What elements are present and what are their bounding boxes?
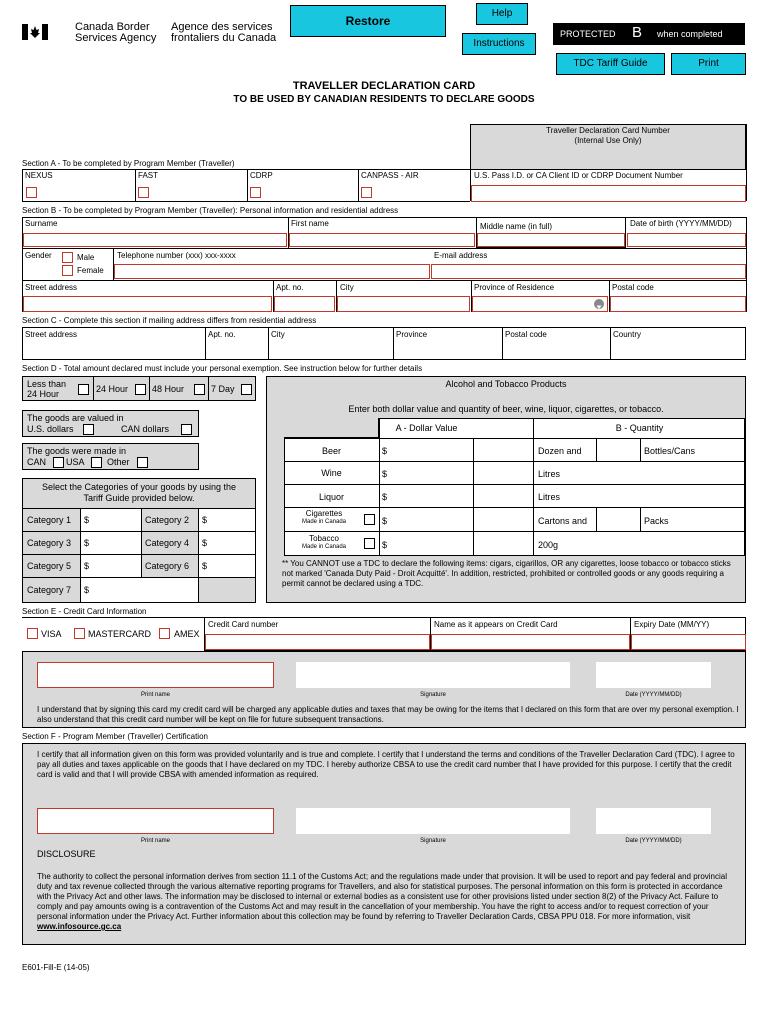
expiry-input[interactable] (631, 634, 746, 650)
infosource-link[interactable]: www.infosource.gc.ca (37, 922, 122, 931)
category-4-label: Category 4 (145, 538, 190, 548)
fast-checkbox[interactable] (138, 187, 149, 198)
cc-date-input[interactable] (596, 662, 711, 688)
female-checkbox[interactable] (62, 265, 73, 276)
origin-box (22, 443, 199, 470)
nexus-label: NEXUS (25, 171, 53, 180)
category-1-dollar: $ (84, 515, 90, 525)
form-id: E601-Fill-E (14-05) (22, 963, 90, 972)
tobacco-made-in-canada: Made in Canada (301, 544, 347, 550)
category-2-label: Category 2 (145, 515, 190, 525)
cc-print-name-input[interactable] (37, 662, 274, 688)
card-number-box (470, 124, 746, 170)
mastercard-checkbox[interactable] (74, 628, 85, 639)
middle-name-label: Middle name (in full) (480, 222, 553, 231)
made-in-label: The goods were made in (27, 446, 127, 456)
mail-apt-label: Apt. no. (208, 330, 236, 339)
tdc-restrictions-note: ** You CANNOT use a TDC to declare the following items: cigars, cigarillos, OR any cigarettes, loose tobacco or tobacco sticks not marked 'Canada Duty Paid - Droit Acquitté'. In addition, restricted, prohibited or controlled goods or any goods requiring a permit cannot be declared using a TDC. (282, 559, 731, 588)
cigarettes-checkbox[interactable] (364, 514, 375, 525)
category-6-dollar: $ (202, 561, 208, 571)
disclosure-heading: DISCLOSURE (37, 849, 96, 859)
street-input[interactable] (23, 296, 272, 312)
first-name-label: First name (291, 219, 329, 228)
cigarettes-dollar[interactable]: $ (382, 516, 388, 526)
category-2-value[interactable] (199, 509, 255, 531)
category-3-label: Category 3 (27, 538, 72, 548)
cc-signature-field[interactable] (296, 662, 570, 688)
surname-label: Surname (25, 219, 58, 228)
cc-date-label: Date (YYYY/MM/DD) (625, 692, 682, 698)
liquor-litres-label: Litres (538, 492, 561, 502)
expiry-label: Expiry Date (MM/YY) (634, 620, 710, 629)
tobacco-checkbox[interactable] (364, 538, 375, 549)
agency-name-en-2: Services Agency (75, 32, 157, 44)
cert-print-name-label: Print name (140, 838, 170, 844)
protected-badge (553, 23, 745, 45)
24-hour-label: 24 Hour (96, 384, 129, 394)
protected-level: B (632, 24, 643, 41)
postal-input[interactable] (610, 296, 746, 312)
wine-dollar[interactable]: $ (382, 469, 388, 479)
mastercard-label: MASTERCARD (88, 629, 152, 639)
us-dollars-checkbox[interactable] (83, 424, 94, 435)
agency-name-en-1: Canada Border (75, 21, 150, 33)
section-a-heading: Section A - To be completed by Program Member (Traveller) (22, 159, 235, 168)
cigarettes-packs-label: Packs (644, 516, 669, 526)
restore-button[interactable]: Restore (290, 5, 446, 37)
province-select[interactable] (472, 296, 608, 312)
card-number-input[interactable] (205, 634, 430, 650)
document-number-input[interactable] (471, 185, 746, 202)
wine-label: Wine (321, 468, 342, 478)
mail-postal-label: Postal code (505, 330, 547, 339)
category-3-dollar: $ (84, 538, 90, 548)
category-7-dollar: $ (84, 585, 90, 595)
chevron-down-icon[interactable] (594, 299, 604, 309)
section-c-heading: Section C - Complete this section if mailing address differs from residential address (22, 316, 317, 325)
postal-label: Postal code (612, 283, 654, 292)
first-name-input[interactable] (289, 233, 475, 247)
48-hour-label: 48 Hour (152, 384, 185, 394)
tobacco-dollar[interactable]: $ (382, 540, 388, 550)
can-dollars-label: CAN dollars (121, 424, 170, 434)
disclosure-body: The authority to collect the personal information derives from section 11.1 of the Customs Act; and the regulations made under that provision. It will be used to report and pay federal and provincial duty and tax revenue collected through the various alternative reporting programs for Travellers, and also for statistical purposes. The personal information on this form is protected in accordance with the Privacy Act and other laws. The information may be disclosed to internal or external bodies as a consistent use for other provisions listed under section 8(2) of the Privacy Act. Failure to comply and pay amounts owing is a contravention of the Customs Act and may result in the cancellation of your membership. You have the right to access and/or to request correction of your personal information under the Privacy Act. Further information about this collection may be found by referring to Traveller Declaration Cards, CBSA PPU 018. For more information, visit (37, 872, 728, 921)
category-4-dollar: $ (202, 538, 208, 548)
surname-input[interactable] (23, 233, 287, 247)
24-hour-checkbox[interactable] (135, 384, 146, 395)
visa-checkbox[interactable] (27, 628, 38, 639)
amex-checkbox[interactable] (159, 628, 170, 639)
middle-name-input[interactable] (477, 233, 625, 247)
form-title: TRAVELLER DECLARATION CARD (292, 80, 476, 92)
email-input[interactable] (431, 264, 746, 279)
wine-litres-label: Litres (538, 469, 561, 479)
certification-text: I certify that all information given on this form was provided voluntarily and is true and complete. I certify that I understand the terms and conditions of the Traveller Declaration Card (TDC). I agree to pay all duties and taxes applicable on the goods that I have declared on my TDC. I hereby authorize CBSA to use the credit card number that I have provided for this purpose. I certify that the credit card is valid and that I will provide CBSA with amended information as required. (37, 750, 735, 779)
help-button[interactable]: Help (476, 3, 528, 25)
cc-print-name-label: Print name (140, 692, 170, 698)
made-can-label: CAN (27, 457, 47, 467)
email-label: E-mail address (434, 251, 488, 260)
category-7-label: Category 7 (27, 585, 72, 595)
cigarettes-cartons-label: Cartons and (538, 516, 588, 526)
disclosure-text (37, 872, 737, 932)
category-2-dollar: $ (202, 515, 208, 525)
female-label: Female (77, 266, 104, 275)
category-1-label: Category 1 (27, 515, 72, 525)
name-on-card-label: Name as it appears on Credit Card (434, 620, 558, 629)
us-dollars-label: U.S. dollars (27, 424, 74, 434)
visa-label: VISA (41, 629, 62, 639)
section-e-heading: Section E - Credit Card Information (22, 607, 147, 616)
less-than-24-checkbox[interactable] (78, 384, 89, 395)
category-6-value[interactable] (199, 555, 255, 577)
nexus-checkbox[interactable] (26, 187, 37, 198)
tobacco-label: Tobacco (309, 534, 339, 543)
beer-dollar[interactable]: $ (382, 446, 388, 456)
category-5-dollar: $ (84, 561, 90, 571)
currency-box (22, 410, 199, 437)
cc-signature-label: Signature (420, 692, 446, 698)
cdrp-label: CDRP (250, 171, 273, 180)
telephone-label: Telephone number (xxx) xxx-xxxx (117, 251, 236, 260)
less-than-label: Less than (27, 379, 67, 389)
category-1-value[interactable] (81, 509, 141, 531)
fast-label: FAST (138, 171, 159, 180)
duration-box (22, 376, 256, 401)
col-quantity: B - Quantity (615, 423, 664, 433)
48-hour-checkbox[interactable] (194, 384, 205, 395)
beer-label: Beer (321, 446, 341, 456)
made-can-checkbox[interactable] (53, 457, 64, 468)
made-usa-checkbox[interactable] (91, 457, 102, 468)
liquor-dollar[interactable]: $ (382, 492, 388, 502)
city-label: City (340, 283, 354, 292)
beer-bottles-label: Bottles/Cans (644, 446, 696, 456)
agency-name-fr-1: Agence des services (171, 21, 273, 33)
cc-charge-statement: I understand that by signing this card my credit card will be charged any applicable duties and taxes that may be owing for the items that I declared on this form that are over my personal exemption. I also understand that this credit card number will be kept on file for future subsequent transactions. (37, 705, 739, 724)
section-f-heading: Section F - Program Member (Traveller) Certification (22, 732, 208, 741)
canada-flag-icon (22, 24, 48, 40)
canpass-air-label: CANPASS - AIR (361, 171, 419, 180)
form-subtitle: TO BE USED BY CANADIAN RESIDENTS TO DECLARE GOODS (233, 94, 535, 105)
cert-date-input[interactable] (596, 808, 711, 834)
cigarettes-made-in-canada: Made in Canada (301, 519, 347, 525)
category-3-value[interactable] (81, 532, 141, 554)
agency-name-fr-2: frontaliers du Canada (171, 32, 277, 44)
section-d-heading: Section D - Total amount declared must include your personal exemption. See instruction below for further details (22, 364, 423, 373)
category-5-value[interactable] (81, 555, 141, 577)
dob-input[interactable] (627, 233, 746, 247)
select-categories-label: Select the Categories of your goods by using the (41, 482, 237, 492)
card-number-label: Credit Card number (208, 620, 279, 629)
section-b-heading: Section B - To be completed by Program Member (Traveller): Personal information and residential address (22, 206, 399, 215)
dob-label: Date of birth (YYYY/MM/DD) (630, 219, 732, 228)
cert-signature-label: Signature (420, 838, 446, 844)
telephone-input[interactable] (114, 264, 430, 279)
amex-label: AMEX (174, 629, 200, 639)
male-label: Male (77, 253, 95, 262)
col-dollar-value: A - Dollar Value (395, 423, 458, 433)
print-button[interactable]: Print (671, 53, 746, 75)
7-day-checkbox[interactable] (241, 384, 252, 395)
select-categories-label-2: Tariff Guide provided below. (83, 493, 195, 503)
beer-dozen-label: Dozen and (538, 446, 582, 456)
street-label: Street address (25, 283, 78, 292)
category-5-label: Category 5 (27, 561, 72, 571)
mail-country-label: Country (613, 330, 642, 339)
made-other-label: Other (107, 457, 130, 467)
alcohol-title: Alcohol and Tobacco Products (445, 379, 567, 389)
alcohol-instructions: Enter both dollar value and quantity of beer, wine, liquor, cigarettes, or tobacco. (348, 404, 664, 414)
category-7-value[interactable] (81, 578, 198, 602)
protected-label: PROTECTED (560, 29, 616, 39)
document-number-label: U.S. Pass I.D. or CA Client ID or CDRP Document Number (474, 171, 683, 180)
instructions-button[interactable]: Instructions (462, 33, 536, 55)
name-on-card-input[interactable] (431, 634, 630, 650)
card-number-sublabel: (Internal Use Only) (574, 136, 642, 145)
tdc-tariff-guide-button[interactable]: TDC Tariff Guide (556, 53, 665, 75)
cert-date-label: Date (YYYY/MM/DD) (625, 838, 682, 844)
province-label: Province of Residence (474, 283, 555, 292)
cdrp-checkbox[interactable] (250, 187, 261, 198)
less-than-label-2: 24 Hour (27, 389, 60, 399)
card-number-label: Traveller Declaration Card Number (546, 126, 670, 135)
cert-signature-field[interactable] (296, 808, 570, 834)
cert-print-name-input[interactable] (37, 808, 274, 834)
cigarettes-label: Cigarettes (305, 509, 343, 518)
canpass-air-checkbox[interactable] (361, 187, 372, 198)
city-input[interactable] (337, 296, 470, 312)
valued-label: The goods are valued in (27, 413, 124, 423)
7-day-label: 7 Day (211, 384, 235, 394)
made-usa-label: USA (66, 457, 85, 467)
can-dollars-checkbox[interactable] (181, 424, 192, 435)
liquor-label: Liquor (318, 492, 345, 502)
tobacco-200g-label: 200g (538, 540, 559, 550)
category-6-label: Category 6 (145, 561, 190, 571)
category-4-value[interactable] (199, 532, 255, 554)
protected-suffix: when completed (657, 29, 723, 39)
gender-label: Gender (25, 251, 52, 260)
male-checkbox[interactable] (62, 252, 73, 263)
apt-label: Apt. no. (276, 283, 304, 292)
mail-province-label: Province (396, 330, 428, 339)
apt-input[interactable] (274, 296, 335, 312)
mail-street-label: Street address (25, 330, 78, 339)
made-other-checkbox[interactable] (137, 457, 148, 468)
mail-city-label: City (271, 330, 285, 339)
